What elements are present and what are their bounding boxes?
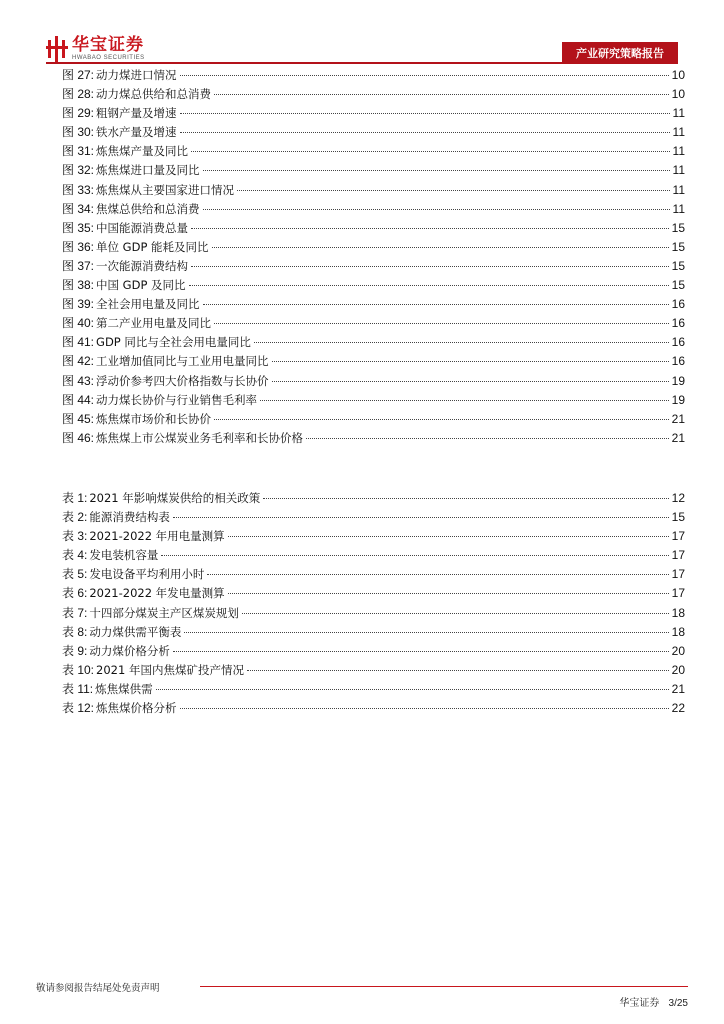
- dot-leader: [306, 437, 669, 439]
- entry-page: 10: [671, 87, 685, 102]
- dot-leader: [180, 112, 670, 114]
- dot-leader: [180, 707, 669, 709]
- figure-toc-entry[interactable]: [62, 429, 685, 448]
- entry-title: 一次能源消费结构: [96, 258, 189, 273]
- entry-title: 中国能源消费总量: [96, 220, 189, 235]
- entry-page: 18: [671, 624, 685, 639]
- entry-page: 20: [671, 643, 685, 658]
- dot-leader: [260, 399, 669, 401]
- entry-page: 16: [671, 297, 685, 312]
- entry-title: 炼焦煤从主要国家进口情况: [96, 182, 235, 197]
- entry-page: 11: [672, 163, 685, 178]
- footer-divider: [200, 986, 688, 987]
- footer-brand: 华宝证券: [619, 998, 660, 1009]
- dot-leader: [203, 169, 670, 171]
- entry-title: GDP 同比与全社会用电量同比: [96, 335, 251, 350]
- entry-title: 2021 年国内焦煤矿投产情况: [96, 662, 244, 677]
- entry-title: 炼焦煤市场价和长协价: [96, 411, 212, 426]
- figure-toc-entry[interactable]: [62, 200, 685, 219]
- dot-leader: [156, 688, 669, 690]
- dot-leader: [254, 341, 669, 343]
- entry-page: 17: [671, 529, 685, 544]
- dot-leader: [203, 303, 669, 305]
- figure-toc-entry[interactable]: [62, 391, 685, 410]
- dot-leader: [173, 516, 669, 518]
- entry-title: 第二产业用电量及同比: [96, 316, 212, 331]
- entry-number: 表 6:: [62, 586, 88, 601]
- entry-title: 中国 GDP 及同比: [96, 278, 186, 293]
- dot-leader: [214, 93, 669, 95]
- figure-toc-entry[interactable]: [62, 372, 685, 391]
- entry-number: 图 41:: [62, 335, 95, 350]
- entry-title: 焦煤总供给和总消费: [96, 201, 200, 216]
- entry-number: 图 35:: [62, 220, 95, 235]
- entry-number: 表 1:: [62, 491, 88, 505]
- dot-leader: [203, 208, 670, 210]
- entry-number: 表 3:: [62, 529, 88, 544]
- entry-page: 21: [671, 430, 685, 445]
- figure-toc-entry[interactable]: [62, 295, 685, 314]
- entry-number: 图 27:: [62, 68, 95, 82]
- entry-title: 炼焦煤价格分析: [96, 701, 177, 716]
- dot-leader: [237, 189, 670, 191]
- entry-number: 图 45:: [62, 411, 95, 426]
- entry-number: 图 42:: [62, 354, 95, 369]
- entry-title: 动力煤供需平衡表: [89, 624, 182, 639]
- figure-toc-entry[interactable]: [62, 314, 685, 333]
- page-number: 3/25: [668, 998, 688, 1009]
- entry-page: 11: [672, 106, 685, 121]
- dot-leader: [191, 265, 669, 267]
- table-toc-entry[interactable]: [62, 546, 685, 565]
- figure-toc-entry[interactable]: [62, 257, 685, 276]
- entry-page: 15: [671, 220, 685, 235]
- report-type-tag: 产业研究策略报告: [562, 42, 678, 64]
- entry-title: 能源消费结构表: [89, 510, 170, 525]
- dot-leader: [207, 573, 668, 575]
- dot-leader: [272, 380, 669, 382]
- entry-page: 17: [671, 548, 685, 563]
- entry-title: 铁水产量及增速: [96, 125, 177, 140]
- table-list: [62, 489, 685, 718]
- entry-page: 16: [671, 316, 685, 331]
- figure-toc-entry[interactable]: [62, 352, 685, 371]
- figure-toc-entry[interactable]: [62, 219, 685, 238]
- entry-number: 图 34:: [62, 201, 95, 216]
- table-toc-entry[interactable]: [62, 623, 685, 642]
- entry-number: 图 36:: [62, 239, 95, 254]
- dot-leader: [228, 535, 669, 537]
- table-toc-entry[interactable]: [62, 661, 685, 680]
- table-toc-entry[interactable]: [62, 489, 685, 508]
- entry-number: 表 9:: [62, 643, 88, 658]
- company-logo: [46, 36, 145, 62]
- entry-number: 图 43:: [62, 373, 95, 388]
- dot-leader: [272, 360, 669, 362]
- entry-title: 发电装机容量: [89, 548, 159, 563]
- entry-page: 12: [671, 491, 685, 505]
- entry-title: 2021 年影响煤炭供给的相关政策: [89, 491, 261, 505]
- entry-title: 动力煤总供给和总消费: [96, 87, 212, 102]
- entry-page: 11: [672, 182, 685, 197]
- entry-page: 21: [671, 411, 685, 426]
- entry-title: 工业增加值同比与工业用电量同比: [96, 354, 269, 369]
- entry-page: 11: [672, 125, 685, 140]
- entry-number: 表 11:: [62, 681, 94, 696]
- entry-page: 15: [671, 278, 685, 293]
- entry-number: 图 29:: [62, 106, 95, 121]
- entry-title: 2021-2022 年用电量测算: [89, 529, 225, 544]
- entry-title: 浮动价参考四大价格指数与长协价: [96, 373, 269, 388]
- dot-leader: [191, 150, 670, 152]
- table-toc-entry[interactable]: [62, 699, 685, 718]
- entry-title: 单位 GDP 能耗及同比: [96, 239, 209, 254]
- entry-page: 16: [671, 335, 685, 350]
- figure-toc-entry[interactable]: [62, 66, 685, 85]
- entry-number: 表 2:: [62, 510, 88, 525]
- entry-title: 2021-2022 年发电量测算: [89, 586, 225, 601]
- footer-brand-page: [613, 994, 688, 1009]
- figure-toc-entry[interactable]: [62, 161, 685, 180]
- figure-list: [62, 66, 685, 448]
- dot-leader: [212, 246, 669, 248]
- figure-toc-entry[interactable]: [62, 333, 685, 352]
- table-toc-entry[interactable]: [62, 604, 685, 623]
- figure-toc-entry[interactable]: [62, 410, 685, 429]
- dot-leader: [247, 669, 669, 671]
- entry-page: 19: [671, 392, 685, 407]
- logo-icon: [46, 36, 68, 62]
- entry-number: 图 38:: [62, 278, 95, 293]
- logo-chinese-name: 华宝证券: [72, 35, 144, 55]
- entry-title: 动力煤价格分析: [89, 643, 170, 658]
- entry-number: 图 31:: [62, 144, 95, 159]
- entry-page: 10: [671, 68, 685, 82]
- table-toc-entry[interactable]: [62, 565, 685, 584]
- entry-page: 21: [671, 681, 685, 696]
- entry-page: 15: [671, 239, 685, 254]
- table-toc-entry[interactable]: [62, 642, 685, 661]
- entry-page: 22: [671, 701, 685, 716]
- table-toc-entry[interactable]: [62, 680, 685, 699]
- table-toc-entry[interactable]: [62, 527, 685, 546]
- entry-number: 图 32:: [62, 163, 95, 178]
- entry-page: 17: [671, 567, 685, 582]
- entry-page: 17: [671, 586, 685, 601]
- entry-number: 图 33:: [62, 182, 95, 197]
- entry-number: 图 37:: [62, 258, 95, 273]
- dot-leader: [228, 592, 669, 594]
- figure-toc-entry[interactable]: [62, 142, 685, 161]
- entry-title: 炼焦煤供需: [95, 681, 153, 696]
- entry-number: 表 4:: [62, 548, 88, 563]
- entry-title: 粗钢产量及增速: [96, 106, 177, 121]
- dot-leader: [180, 74, 669, 76]
- figure-toc-entry[interactable]: [62, 123, 685, 142]
- entry-number: 图 28:: [62, 87, 95, 102]
- entry-number: 表 7:: [62, 605, 88, 620]
- entry-page: 20: [671, 662, 685, 677]
- table-toc-entry[interactable]: [62, 584, 685, 603]
- figure-toc-entry[interactable]: [62, 276, 685, 295]
- entry-title: 动力煤进口情况: [96, 68, 177, 82]
- entry-title: 炼焦煤产量及同比: [96, 144, 189, 159]
- entry-number: 图 40:: [62, 316, 95, 331]
- dot-leader: [263, 497, 668, 499]
- dot-leader: [191, 227, 669, 229]
- entry-page: 18: [671, 605, 685, 620]
- entry-title: 炼焦煤进口量及同比: [96, 163, 200, 178]
- dot-leader: [180, 131, 670, 133]
- entry-title: 炼焦煤上市公煤炭业务毛利率和长协价格: [96, 430, 304, 445]
- entry-page: 19: [671, 373, 685, 388]
- dot-leader: [189, 284, 669, 286]
- entry-number: 图 39:: [62, 297, 95, 312]
- entry-page: 15: [671, 510, 685, 525]
- entry-number: 图 30:: [62, 125, 95, 140]
- entry-number: 表 5:: [62, 567, 88, 582]
- figure-toc-entry[interactable]: [62, 181, 685, 200]
- entry-number: 图 44:: [62, 392, 95, 407]
- entry-title: 动力煤长协价与行业销售毛利率: [96, 392, 258, 407]
- disclaimer-note: 敬请参阅报告结尾处免责声明: [36, 983, 160, 994]
- entry-page: 11: [672, 201, 685, 216]
- figure-toc-entry[interactable]: [62, 104, 685, 123]
- dot-leader: [161, 554, 668, 556]
- dot-leader: [214, 418, 669, 420]
- entry-title: 全社会用电量及同比: [96, 297, 200, 312]
- dot-leader: [242, 612, 669, 614]
- entry-title: 发电设备平均利用小时: [89, 567, 205, 582]
- logo-english-name: HWABAO SECURITIES: [72, 55, 145, 61]
- entry-number: 表 12:: [62, 701, 95, 716]
- dot-leader: [173, 650, 669, 652]
- table-toc-entry[interactable]: [62, 508, 685, 527]
- entry-number: 图 46:: [62, 430, 95, 445]
- dot-leader: [214, 322, 669, 324]
- entry-number: 表 8:: [62, 624, 88, 639]
- dot-leader: [184, 631, 668, 633]
- figure-toc-entry[interactable]: [62, 85, 685, 104]
- entry-page: 11: [672, 144, 685, 159]
- entry-title: 十四部分煤炭主产区煤炭规划: [89, 605, 239, 620]
- entry-page: 16: [671, 354, 685, 369]
- figure-toc-entry[interactable]: [62, 238, 685, 257]
- entry-page: 15: [671, 258, 685, 273]
- entry-number: 表 10:: [62, 662, 95, 677]
